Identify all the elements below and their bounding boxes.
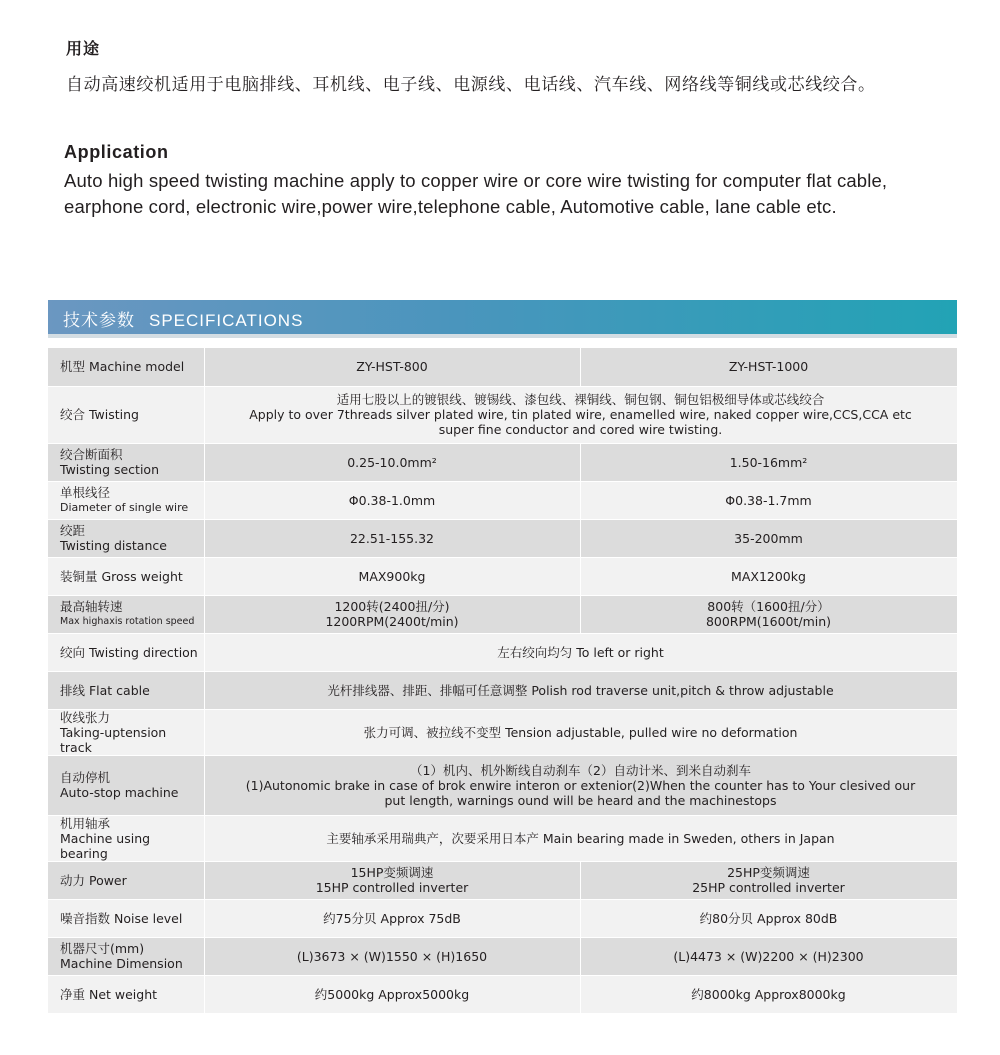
table-row [48, 633, 957, 671]
dimension-label-en: Machine Dimension [60, 956, 183, 971]
speed-800-line-2: 1200RPM(2400t/min) [325, 614, 459, 629]
dimension-label [48, 937, 204, 975]
distance-label-cn: 绞距 [60, 523, 86, 538]
speed-1000-line-1: 800转（1600扭/分） [707, 599, 830, 614]
table-row [48, 755, 957, 815]
diameter-1000-value: Φ0.38-1.7mm [580, 481, 957, 519]
netweight-800-value: 约5000kg Approx5000kg [204, 975, 580, 1013]
power-1000-line-1: 25HP变频调速 [727, 865, 810, 880]
autostop-value [204, 755, 957, 815]
table-row [48, 709, 957, 755]
section-1000-value: 1.50-16mm² [580, 443, 957, 481]
dimension-800-value: (L)3673 × (W)1550 × (H)1650 [204, 937, 580, 975]
section-label [48, 443, 204, 481]
bearing-label-cn: 机用轴承 [60, 815, 111, 831]
netweight-1000-value: 约8000kg Approx8000kg [580, 975, 957, 1013]
table-row [48, 386, 957, 443]
power-800-line-1: 15HP变频调速 [350, 865, 434, 880]
speed-1000-value [580, 595, 957, 633]
noise-1000-value: 约80分贝 Approx 80dB [580, 899, 957, 937]
weight-1000-value: MAX1200kg [580, 557, 957, 595]
speed-label [48, 595, 204, 633]
direction-label: 绞向 Twisting direction [48, 633, 204, 671]
twisting-value [204, 386, 957, 443]
application-line-2: earphone cord, electronic wire,power wire,telephone cable, Automotive cable, lane cable etc. [64, 196, 837, 217]
table-row [48, 671, 957, 709]
tension-label-cn: 收线张力 [60, 709, 111, 725]
usage-description: 自动高速绞机适用于电脑排线、耳机线、电子线、电源线、电话线、汽车线、网络线等铜线或芯线绞合。 [66, 75, 876, 95]
distance-label-en: Twisting distance [60, 538, 167, 553]
specifications-table [48, 348, 958, 1014]
speed-label-en: Max highaxis rotation speed [60, 616, 195, 627]
table-row [48, 861, 957, 899]
flat-label: 排线 Flat cable [48, 671, 204, 709]
distance-800-value: 22.51-155.32 [204, 519, 580, 557]
bearing-label [48, 815, 204, 861]
model-1000-value: ZY-HST-1000 [580, 348, 957, 386]
specifications-header-bar [48, 300, 957, 334]
power-800-line-2: 15HP controlled inverter [315, 880, 469, 895]
noise-label: 噪音指数 Noise level [48, 899, 204, 937]
direction-value: 左右绞向均匀 To left or right [204, 633, 957, 671]
autostop-line-3: put length, warnings ound will be heard and the machinestops [384, 792, 777, 808]
application-line-1: Auto high speed twisting machine apply to copper wire or core wire twisting for computer flat cable, [64, 170, 888, 191]
section-label-en: Twisting section [60, 462, 159, 477]
table-row [48, 557, 957, 595]
table-row [48, 937, 957, 975]
diameter-label [48, 481, 204, 519]
power-label: 动力 Power [48, 861, 204, 899]
autostop-line-2: (1)Autonomic brake in case of brok enwire interon or extenior(2)When the counter has to Your clesived our [245, 777, 916, 793]
twisting-line-2: Apply to over 7threads silver plated wire, tin plated wire, enamelled wire, naked copper wire,CCS,CCA etc [249, 407, 912, 422]
autostop-line-1: （1）机内、机外断线自动刹车（2）自动计米、到米自动刹车 [410, 762, 751, 778]
netweight-label: 净重 Net weight [48, 975, 204, 1013]
power-800-value [204, 861, 580, 899]
table-row [48, 899, 957, 937]
diameter-label-en: Diameter of single wire [60, 501, 189, 514]
flat-value: 光杆排线器、排距、排幅可任意调整 Polish rod traverse unit,pitch & throw adjustable [204, 671, 957, 709]
section-800-value: 0.25-10.0mm² [204, 443, 580, 481]
twisting-line-3: super fine conductor and cored wire twisting. [438, 422, 723, 437]
twisting-line-1: 适用七股以上的镀银线、镀锡线、漆包线、裸铜线、铜包钢、铜包铝极细导体或芯线绞合 [336, 392, 825, 407]
tension-value: 张力可调、被拉线不变型 Tension adjustable, pulled wire no deformation [204, 709, 957, 755]
weight-800-value: MAX900kg [204, 557, 580, 595]
table-row [48, 975, 957, 1013]
application-description [64, 168, 964, 220]
specifications-title [63, 306, 303, 331]
tension-label-en: Taking-uptension track [60, 724, 167, 755]
specifications-title-cn: 技术参数 [63, 311, 135, 331]
bearing-value: 主要轴承采用瑞典产，次要采用日本产 Main bearing made in Sweden, others in Japan [204, 815, 957, 861]
distance-1000-value: 35-200mm [580, 519, 957, 557]
table-row [48, 595, 957, 633]
autostop-label-cn: 自动停机 [60, 770, 111, 785]
dimension-1000-value: (L)4473 × (W)2200 × (H)2300 [580, 937, 957, 975]
table-row [48, 815, 957, 861]
table-row [48, 443, 957, 481]
table-row [48, 481, 957, 519]
weight-label: 装铜量 Gross weight [48, 557, 204, 595]
dimension-label-cn: 机器尺寸(mm) [60, 941, 145, 956]
model-800-value: ZY-HST-800 [204, 348, 580, 386]
speed-800-line-1: 1200转(2400扭/分) [334, 599, 450, 614]
power-1000-line-2: 25HP controlled inverter [692, 880, 845, 895]
power-1000-value [580, 861, 957, 899]
model-label: 机型 Machine model [48, 348, 204, 386]
autostop-label-en: Auto-stop machine [60, 785, 179, 800]
specifications-title-en: SPECIFICATIONS [149, 311, 304, 330]
bearing-label-en: Machine using bearing [60, 830, 151, 861]
application-heading: Application [64, 142, 169, 162]
speed-label-cn: 最高轴转速 [60, 599, 123, 614]
table-row [48, 348, 957, 386]
usage-heading: 用途 [66, 39, 101, 58]
twisting-label: 绞合 Twisting [48, 386, 204, 443]
tension-label [48, 709, 204, 755]
distance-label [48, 519, 204, 557]
diameter-label-cn: 单根线径 [60, 485, 111, 500]
table-row [48, 519, 957, 557]
speed-1000-line-2: 800RPM(1600t/min) [705, 614, 832, 629]
section-label-cn: 绞合断面积 [60, 447, 123, 462]
diameter-800-value: Φ0.38-1.0mm [204, 481, 580, 519]
noise-800-value: 约75分贝 Approx 75dB [204, 899, 580, 937]
speed-800-value [204, 595, 580, 633]
autostop-label [48, 755, 204, 815]
